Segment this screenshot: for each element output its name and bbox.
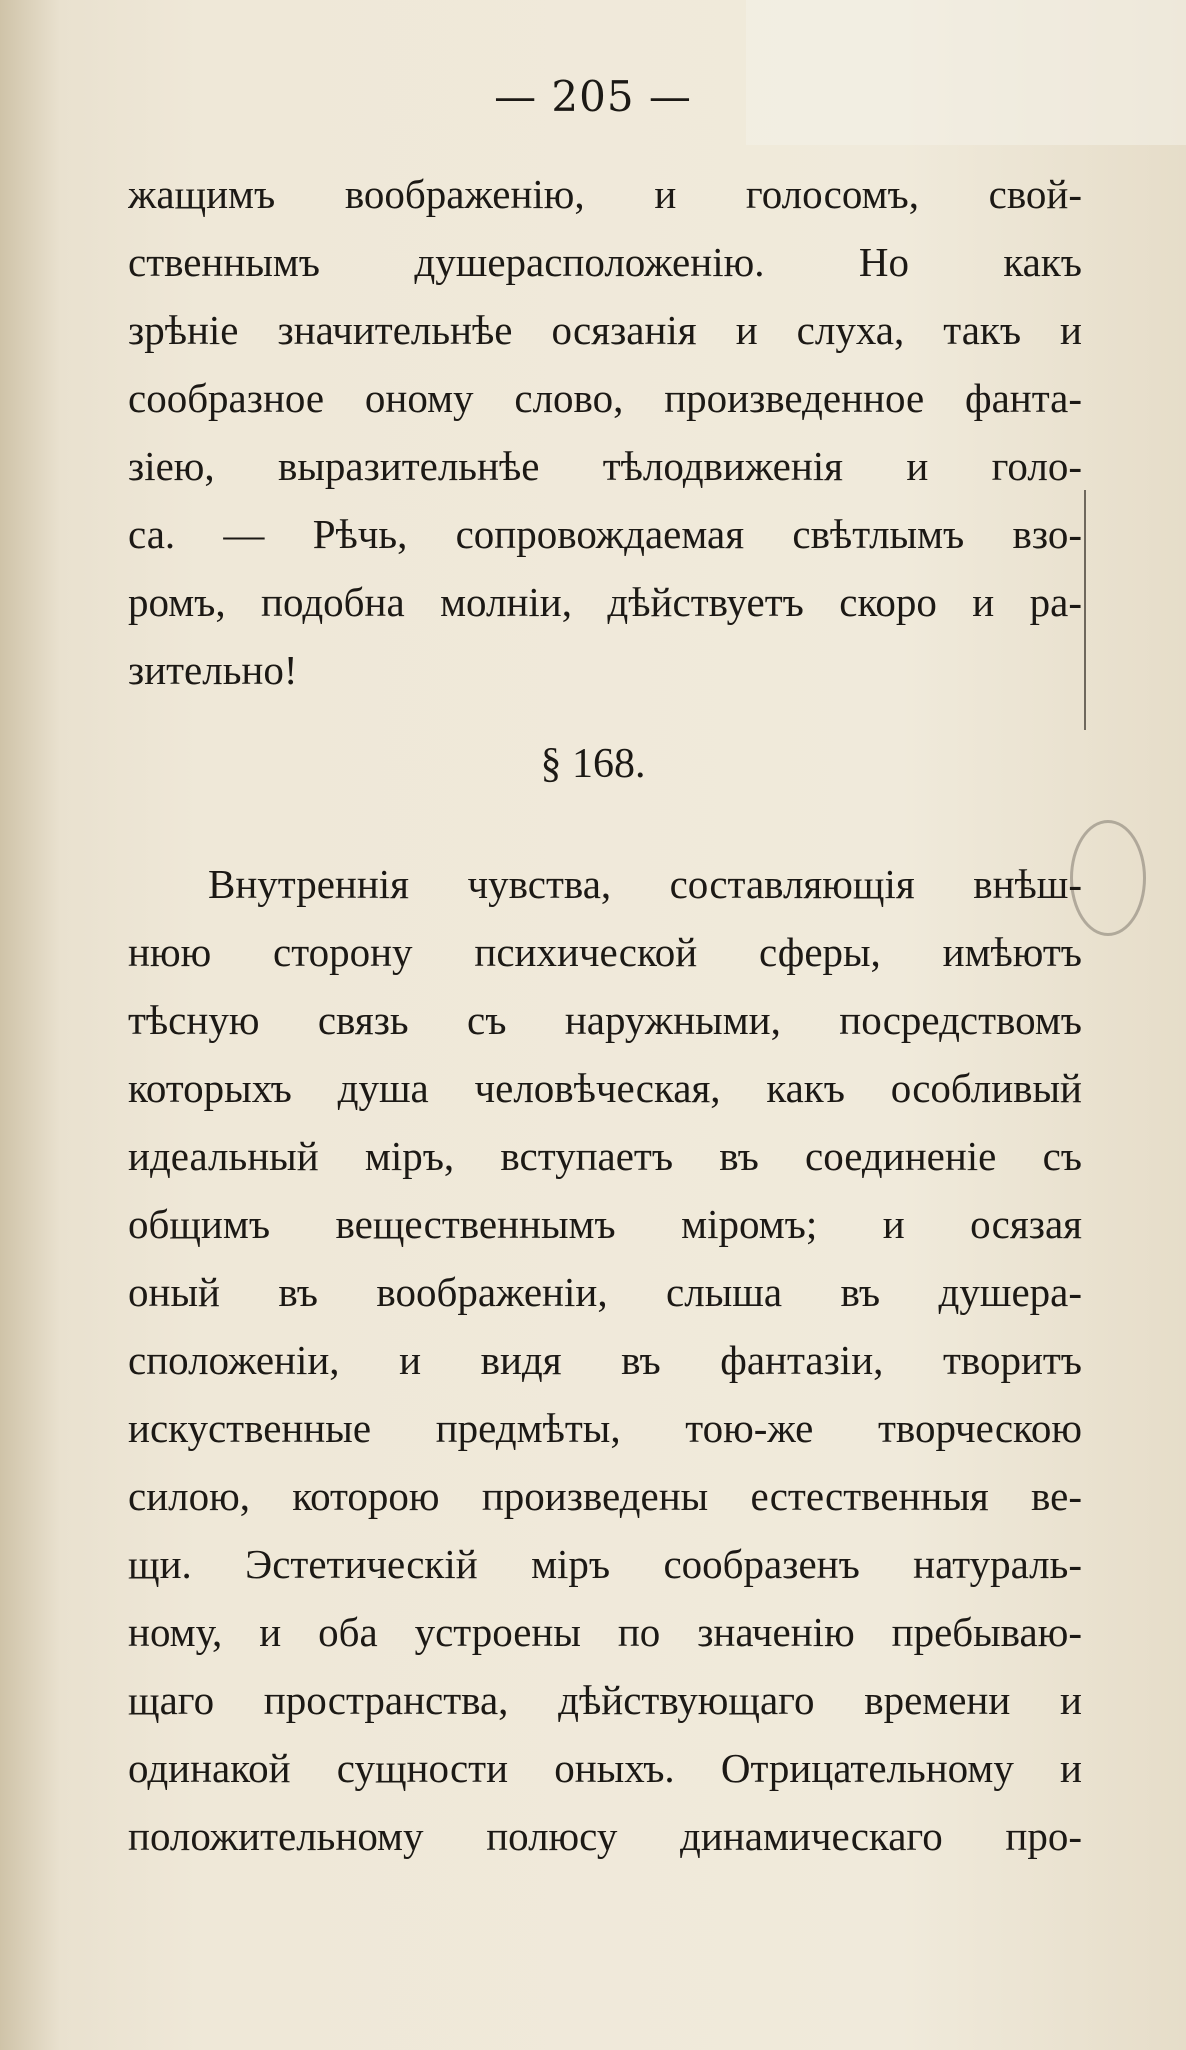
paragraph-continued (128, 160, 1082, 704)
text-line: сположеніи, и видя въ фантазіи, творитъ (128, 1337, 1082, 1383)
text-line: положительному полюсу динамическаго про- (128, 1813, 1082, 1859)
text-line: ственнымъ душерасположенію. Но какъ (128, 239, 1082, 285)
text-line: одинакой сущности оныхъ. Отрицательному и (128, 1745, 1082, 1791)
margin-pencil-line (1084, 490, 1086, 730)
text-line: сообразное оному слово, произведенное фанта- (128, 375, 1082, 421)
text-line: зительно! (128, 647, 298, 693)
text-line: силою, которою произведены естественныя ве- (128, 1473, 1082, 1519)
text-line: которыхъ душа человѣческая, какъ особливый (128, 1065, 1082, 1111)
text-line: жащимъ воображенію, и голосомъ, свой- (128, 171, 1082, 217)
text-line: оный въ воображеніи, слыша въ душера- (128, 1269, 1082, 1315)
page-number-header: — 205 — (494, 72, 692, 121)
text-line: общимъ вещественнымъ міромъ; и осязая (128, 1201, 1082, 1247)
text-line: искуственные предмѣты, тою-же творческою (128, 1405, 1082, 1451)
text-line: щаго пространства, дѣйствующаго времени и (128, 1677, 1082, 1723)
text-line: зрѣніе значительнѣе осязанія и слуха, такъ и (128, 307, 1082, 353)
text-line: ному, и оба устроены по значенію пребываю- (128, 1609, 1082, 1655)
text-line: нюю сторону психической сферы, имѣютъ (128, 929, 1082, 975)
text-line: щи. Эстетическій міръ сообразенъ натураль- (128, 1541, 1082, 1587)
text-line: Внутреннія чувства, составляющія внѣш- (208, 861, 1082, 907)
text-line: зіею, выразительнѣе тѣлодвиженія и голо- (128, 443, 1082, 489)
section-heading: § 168. (540, 741, 646, 787)
paragraph-section-168 (128, 850, 1082, 1870)
text-line: идеальный міръ, вступаетъ въ соединеніе съ (128, 1133, 1082, 1179)
text-line: са. — Рѣчь, сопровождаемая свѣтлымъ взо- (128, 511, 1082, 557)
text-line: тѣсную связь съ наружными, посредствомъ (128, 997, 1082, 1043)
text-line: ромъ, подобна молніи, дѣйствуетъ скоро и ра- (128, 579, 1082, 625)
